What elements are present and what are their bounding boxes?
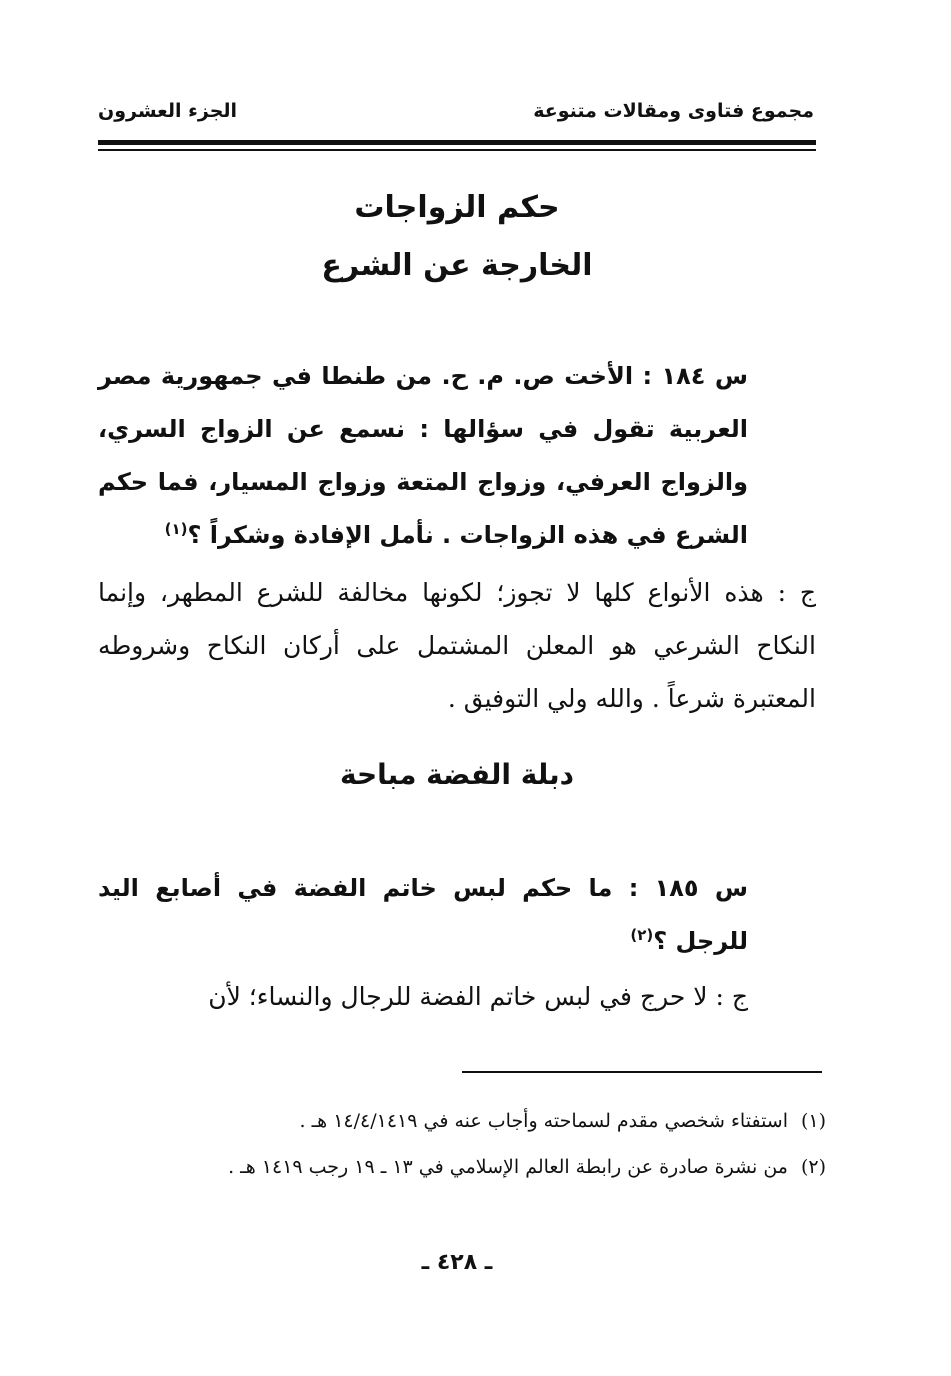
volume-label: الجزء العشرون [98, 100, 238, 122]
header-rule-thin [98, 149, 816, 151]
footnote-2-text: من نشرة صادرة عن رابطة العالم الإسلامي في ١٣ ـ ١٩ رجب ١٤١٩ هـ . [228, 1156, 788, 1178]
question-184 [98, 350, 748, 562]
book-title: مجموع فتاوى ومقالات متنوعة [533, 100, 814, 122]
footnote-2-number: (٢) [800, 1156, 826, 1178]
page-number: ـ ٤٢٨ ـ [421, 1250, 493, 1275]
footnote-2 [98, 1150, 826, 1184]
footnote-ref-1[interactable]: (١) [164, 520, 188, 538]
question-185-text: س ١٨٥ : ما حكم لبس خاتم الفضة في أصابع اليد للرجل ؟ [98, 874, 749, 955]
answer-185: ج : لا حرج في لبس خاتم الفضة للرجال والنساء؛ لأن [208, 982, 748, 1011]
section-title-line-1: حكم الزواجات [354, 190, 560, 225]
footnote-separator [462, 1071, 822, 1073]
section-title-line-2: الخارجة عن الشرع [321, 248, 593, 283]
footnote-1-number: (١) [800, 1110, 826, 1132]
footnote-1 [98, 1104, 826, 1138]
footnote-ref-2[interactable]: (٢) [630, 926, 654, 944]
header-rule-thick [98, 140, 816, 145]
answer-184: ج : هذه الأنواع كلها لا تجوز؛ لكونها مخالفة للشرع المطهر، وإنما النكاح الشرعي هو المعلن المشتمل على أركان النكاح وشروطه المعتبرة شرعاً . والله ولي التوفيق . [98, 578, 816, 713]
running-header [98, 94, 814, 128]
section-title-2: دبلة الفضة مباحة [339, 758, 575, 791]
question-185 [98, 862, 748, 968]
footnote-1-text: استفتاء شخصي مقدم لسماحته وأجاب عنه في ١٤/٤/١٤١٩ هـ . [299, 1110, 788, 1132]
question-184-text: س ١٨٤ : الأخت ص. م. ح. من طنطا في جمهورية مصر العربية تقول في سؤالها : نسمع عن الزواج السري، والزواج العرفي، وزواج المتعة وزواج المسيار، فما حكم الشرع في هذه الزواجات . نأمل الإفادة وشكراً ؟ [98, 362, 748, 549]
